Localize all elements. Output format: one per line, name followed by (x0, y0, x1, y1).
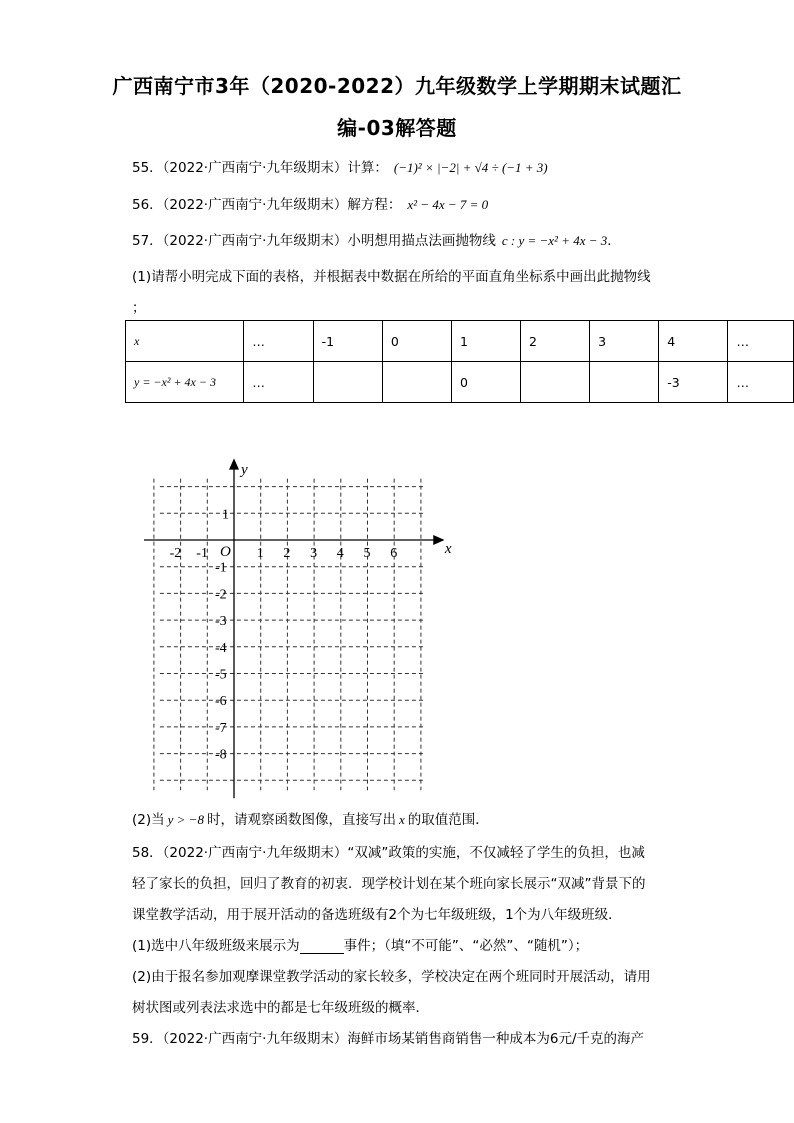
table-row2-label: y = −x² + 4x − 3 (126, 362, 244, 403)
table-cell (521, 362, 590, 403)
table-cell: 3 (590, 321, 659, 362)
y-axis-label: y (241, 462, 248, 478)
table-cell: 1 (451, 321, 520, 362)
table-row1-label: x (126, 321, 244, 362)
q57-part2-math: y > −8 (167, 812, 204, 827)
table-cell: … (728, 321, 794, 362)
x-tick-label: 4 (336, 546, 344, 561)
table-cell: -1 (313, 321, 382, 362)
question-57 (132, 229, 621, 249)
table-cell: … (728, 362, 794, 403)
q58-part2-line1: (2)由于报名参加观摩课堂教学活动的家长较多，学校决定在两个班同时开展活动，请用 (132, 969, 651, 985)
y-tick-label: -7 (215, 720, 227, 736)
q57-part2 (132, 808, 489, 828)
q58-line3: 课堂教学活动，用于展开活动的备选班级有2个为七年级班级，1个为八年级班级． (132, 907, 622, 923)
q57-part1: (1)请帮小明完成下面的表格，并根据表中数据在所给的平面直角坐标系中画出此抛物线 (132, 269, 651, 285)
y-tick-label: -5 (215, 667, 227, 683)
q57-part1-end: ； (132, 300, 146, 316)
origin-label: O (220, 544, 231, 560)
q57-suffix: ． (607, 233, 621, 249)
q57-part2-a: (2)当 (132, 812, 165, 828)
x-tick-label: 2 (283, 546, 291, 561)
y-tick-label: 1 (222, 507, 229, 523)
coordinate-grid (140, 458, 450, 788)
q58-line1: 58．（2022·广西南宁·九年级期末）“双减”政策的实施，不仅减轻了学生的负担，也减 (132, 845, 645, 861)
q55-prefix: 55．（2022·广西南宁·九年级期末）计算： (132, 160, 388, 176)
x-axis-arrow (434, 536, 443, 544)
y-tick-label: -3 (215, 614, 227, 630)
q57-prefix: 57．（2022·广西南宁·九年级期末）小明想用描点法画抛物线 (132, 233, 496, 249)
table-cell: 0 (451, 362, 520, 403)
q55-expression: (−1)² × |−2| + √4 ÷ (−1 + 3) (393, 160, 548, 175)
table-cell: 0 (382, 321, 451, 362)
answer-blank[interactable] (300, 939, 344, 954)
q58-line2: 轻了家长的负担，回归了教育的初衷．现学校计划在某个班向家长展示“双减”背景下的 (132, 876, 646, 892)
q57-expression: c : y = −x² + 4x − 3 (501, 233, 608, 248)
table-row (126, 321, 794, 362)
y-tick-label: -8 (215, 747, 227, 763)
q56-prefix: 56．（2022·广西南宁·九年级期末）解方程： (132, 197, 402, 213)
q57-part2-b: 时，请观察函数图像，直接写出 (206, 812, 396, 828)
q59-line1: 59．（2022·广西南宁·九年级期末）海鲜市场某销售商销售一种成本为6元/千克的海产 (132, 1031, 645, 1047)
q58-part2-line2: 树状图或列表法求选中的都是七年级班级的概率． (132, 1000, 429, 1016)
table-cell (382, 362, 451, 403)
doc-title-line2: 编-03解答题 (337, 116, 457, 140)
x-tick-label: -2 (169, 546, 182, 561)
table-cell (313, 362, 382, 403)
x-tick-label: 5 (363, 546, 371, 561)
value-table (125, 320, 794, 403)
table-row (126, 362, 794, 403)
x-axis-label: x (444, 541, 452, 557)
q58-part1-b: 事件；（填“不可能”、“必然”、“随机”）； (343, 938, 589, 954)
doc-title-line1: 广西南宁市3年（2020-2022）九年级数学上学期期末试题汇 (112, 74, 682, 98)
table-cell: … (244, 362, 313, 403)
y-axis-arrow (230, 460, 238, 469)
y-tick-label: -6 (215, 694, 227, 710)
y-tick-label: -2 (215, 587, 227, 603)
table-cell: -3 (659, 362, 728, 403)
x-tick-label: 6 (390, 546, 398, 561)
table-cell: … (244, 321, 313, 362)
x-tick-label: -1 (196, 546, 208, 561)
q58-part1-a: (1)选中八年级班级来展示为 (132, 938, 300, 954)
table-cell (590, 362, 659, 403)
q57-part2-var: x (398, 812, 405, 827)
q57-part2-c: 的取值范围． (407, 812, 489, 828)
q58-part1 (132, 934, 588, 954)
question-56 (132, 193, 488, 213)
x-tick-label: 3 (310, 546, 318, 561)
y-tick-label: -1 (215, 560, 227, 576)
table-cell: 2 (521, 321, 590, 362)
q56-expression: x² − 4x − 7 = 0 (407, 197, 489, 212)
y-tick-label: -4 (215, 640, 227, 656)
x-tick-label: 1 (256, 546, 264, 561)
question-55 (132, 156, 548, 176)
table-cell: 4 (659, 321, 728, 362)
